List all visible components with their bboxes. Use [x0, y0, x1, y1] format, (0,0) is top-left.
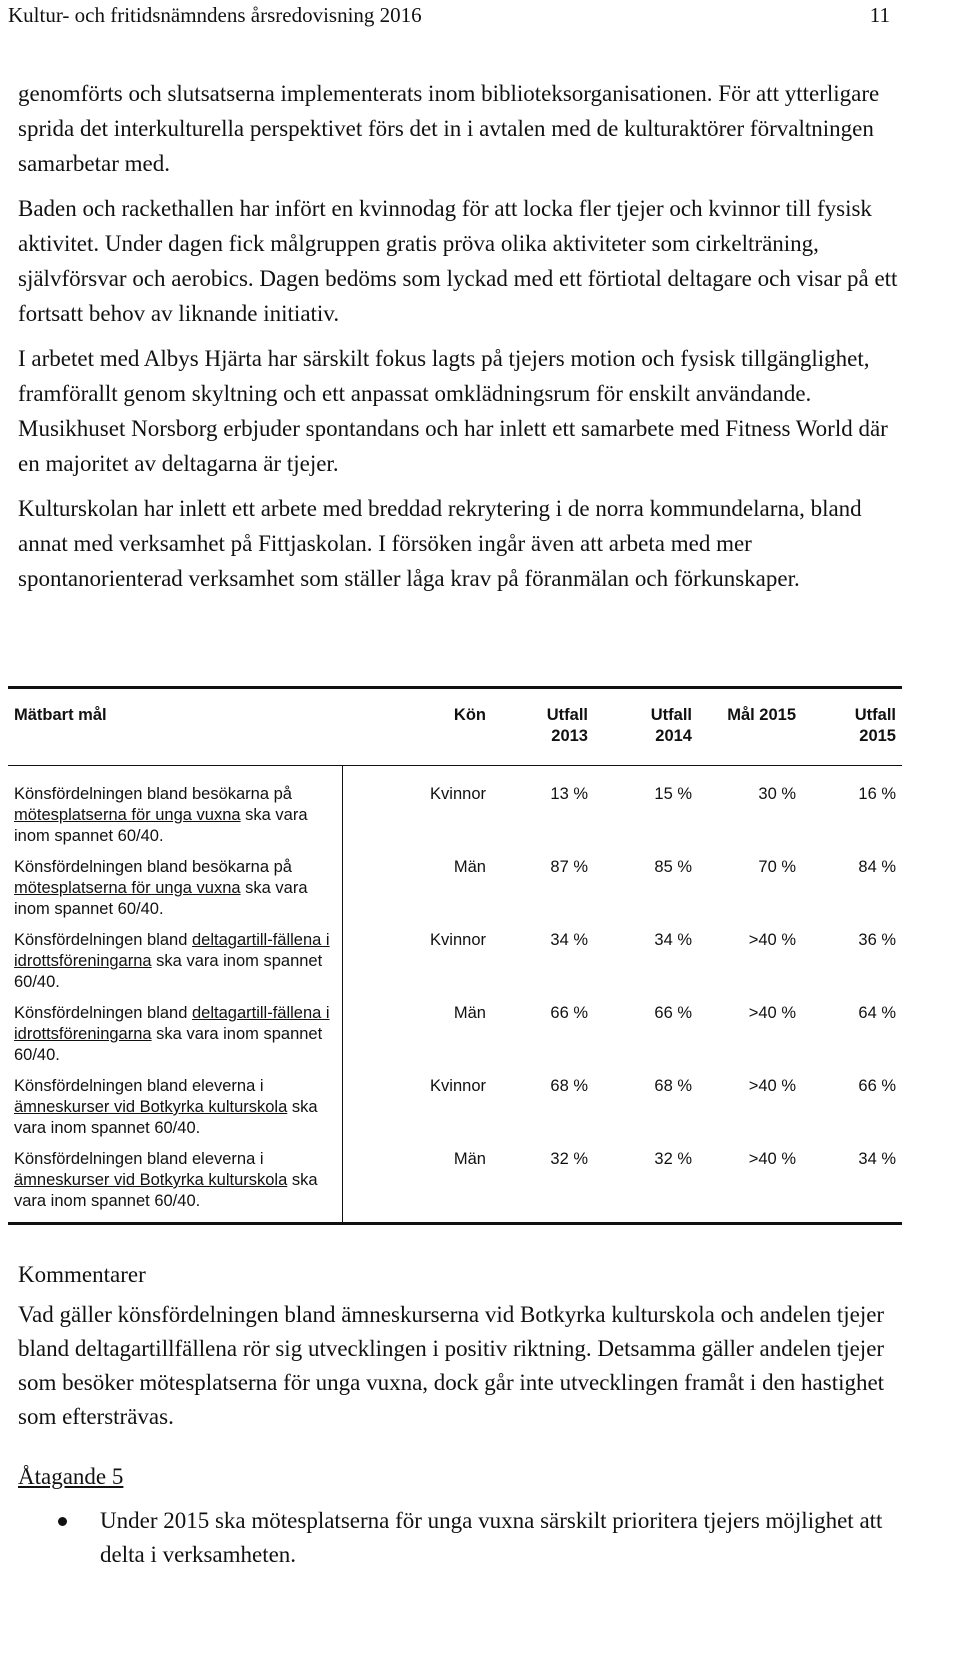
goals-table-wrapper — [8, 686, 902, 1225]
list-item — [18, 1504, 898, 1572]
paragraph: Baden och rackethallen har infört en kvinnodag för att locka fler tjejer och kvinnor till fysisk aktivitet. Under dagen fick målgruppen gratis pröva olika aktiviteter som cirkelträning, självförsvar och aerobics. Dagen bedöms som lyckad med ett förtiotal deltagare och visar på ett fortsatt behov av liknande initiativ. — [18, 196, 898, 326]
mal-2015-cell: >40 % — [748, 1004, 796, 1022]
page-header — [0, 2, 918, 28]
goal-cell: Könsfördelningen bland eleverna i ämneskurser vid Botkyrka kulturskola ska vara inom spannet 60/40. — [8, 1149, 342, 1222]
goal-cell: Könsfördelningen bland eleverna i ämneskurser vid Botkyrka kulturskola ska vara inom spannet 60/40. — [8, 1076, 342, 1149]
table-row — [8, 1003, 902, 1076]
kon-cell: Män — [453, 858, 486, 876]
mal-2015-cell: 70 % — [758, 858, 796, 876]
col-header-utfall-2015: Utfall 2015 — [802, 689, 902, 766]
mal-2015-cell: >40 % — [748, 931, 796, 949]
goal-cell: Könsfördelningen bland besökarna på mötesplatserna för unga vuxna ska vara inom spannet 60/40. — [8, 857, 342, 930]
table-row — [8, 930, 902, 1003]
table-header — [8, 689, 902, 766]
col-header-kon: Kön — [342, 689, 492, 766]
kon-cell: Kvinnor — [430, 931, 486, 949]
col-header-mal-2015: Mål 2015 — [698, 689, 802, 766]
utfall-2015-cell: 64 % — [858, 1004, 896, 1022]
bullet-icon — [58, 1517, 67, 1526]
kon-cell: Kvinnor — [430, 1077, 486, 1095]
mal-2015-cell: >40 % — [748, 1150, 796, 1168]
utfall-2013-cell: 34 % — [550, 931, 588, 949]
utfall-2015-cell: 36 % — [858, 931, 896, 949]
utfall-2014-cell: 85 % — [654, 858, 692, 876]
col-header-utfall-2014: Utfall 2014 — [594, 689, 698, 766]
paragraph: I arbetet med Albys Hjärta har särskilt fokus lagts på tjejers motion och fysisk tillgänglighet, framförallt genom skyltning och ett anpassat omklädningsrum för enskilt användande. Musikhuset Norsborg erbjuder spontandans och har inlett ett samarbete med Fitness World där en majoritet av deltagarna är tjejer. — [18, 346, 888, 476]
table-row — [8, 1076, 902, 1149]
comments-text: Vad gäller könsfördelningen bland ämneskurserna vid Botkyrka kulturskola och andelen tjejer bland deltagartillfällena rör sig utvecklingen i positiv riktning. Detsamma gäller andelen tjejer som besöker mötesplatserna för unga vuxna, dock går inte utvecklingen framåt i den hastighet som eftersträvas. — [18, 1302, 885, 1429]
utfall-2014-cell: 66 % — [654, 1004, 692, 1022]
table-row — [8, 857, 902, 930]
table-header-row — [8, 689, 902, 766]
utfall-2014-cell: 15 % — [654, 785, 692, 803]
goal-cell: Könsfördelningen bland deltagartill-fällena i idrottsföreningarna ska vara inom spannet 60/40. — [8, 930, 342, 1003]
utfall-2015-cell: 16 % — [858, 785, 896, 803]
col-header-utfall-2013: Utfall 2013 — [492, 689, 594, 766]
goal-cell: Könsfördelningen bland deltagartill-fällena i idrottsföreningarna ska vara inom spannet 60/40. — [8, 1003, 342, 1076]
body-text — [18, 76, 898, 606]
utfall-2015-cell: 84 % — [858, 858, 896, 876]
table-row — [8, 1149, 902, 1222]
goal-cell: Könsfördelningen bland besökarna på mötesplatserna för unga vuxna ska vara inom spannet 60/40. — [8, 766, 342, 858]
commitment-section — [18, 1460, 898, 1572]
utfall-2013-cell: 66 % — [550, 1004, 588, 1022]
paragraph: genomförts och slutsatserna implementerats inom biblioteksorganisationen. För att ytterligare sprida det interkulturella perspektivet förs det in i avtalen med de kulturaktörer förvaltningen samarbetar med. — [18, 81, 880, 176]
utfall-2013-cell: 68 % — [550, 1077, 588, 1095]
comments-section — [18, 1258, 898, 1434]
utfall-2014-cell: 34 % — [654, 931, 692, 949]
kon-cell: Kvinnor — [430, 785, 486, 803]
page-number: 11 — [869, 3, 890, 27]
utfall-2014-cell: 32 % — [654, 1150, 692, 1168]
table-body — [8, 766, 902, 1223]
kon-cell: Män — [453, 1150, 486, 1168]
mal-2015-cell: 30 % — [758, 785, 796, 803]
paragraph: Kulturskolan har inlett ett arbete med breddad rekrytering i de norra kommundelarna, bland annat med verksamhet på Fittjaskolan. I försöken ingår även att arbeta med mer spontanorienterad verksamhet som ställer låga krav på föranmälan och förkunskaper. — [18, 496, 862, 591]
comments-heading: Kommentarer — [18, 1262, 146, 1287]
commitment-heading: Åtagande 5 — [18, 1464, 124, 1489]
utfall-2014-cell: 68 % — [654, 1077, 692, 1095]
utfall-2013-cell: 32 % — [550, 1150, 588, 1168]
goals-table — [8, 689, 902, 1222]
header-title: Kultur- och fritidsnämndens årsredovisning 2016 — [8, 3, 422, 27]
kon-cell: Män — [453, 1004, 486, 1022]
commitment-list — [18, 1504, 898, 1572]
utfall-2013-cell: 87 % — [550, 858, 588, 876]
col-header-goal: Mätbart mål — [8, 689, 342, 766]
utfall-2013-cell: 13 % — [550, 785, 588, 803]
table-row — [8, 766, 902, 858]
list-item-text: Under 2015 ska mötesplatserna för unga vuxna särskilt prioritera tjejers möjlighet att delta i verksamheten. — [100, 1508, 883, 1567]
utfall-2015-cell: 34 % — [858, 1150, 896, 1168]
mal-2015-cell: >40 % — [748, 1077, 796, 1095]
utfall-2015-cell: 66 % — [858, 1077, 896, 1095]
